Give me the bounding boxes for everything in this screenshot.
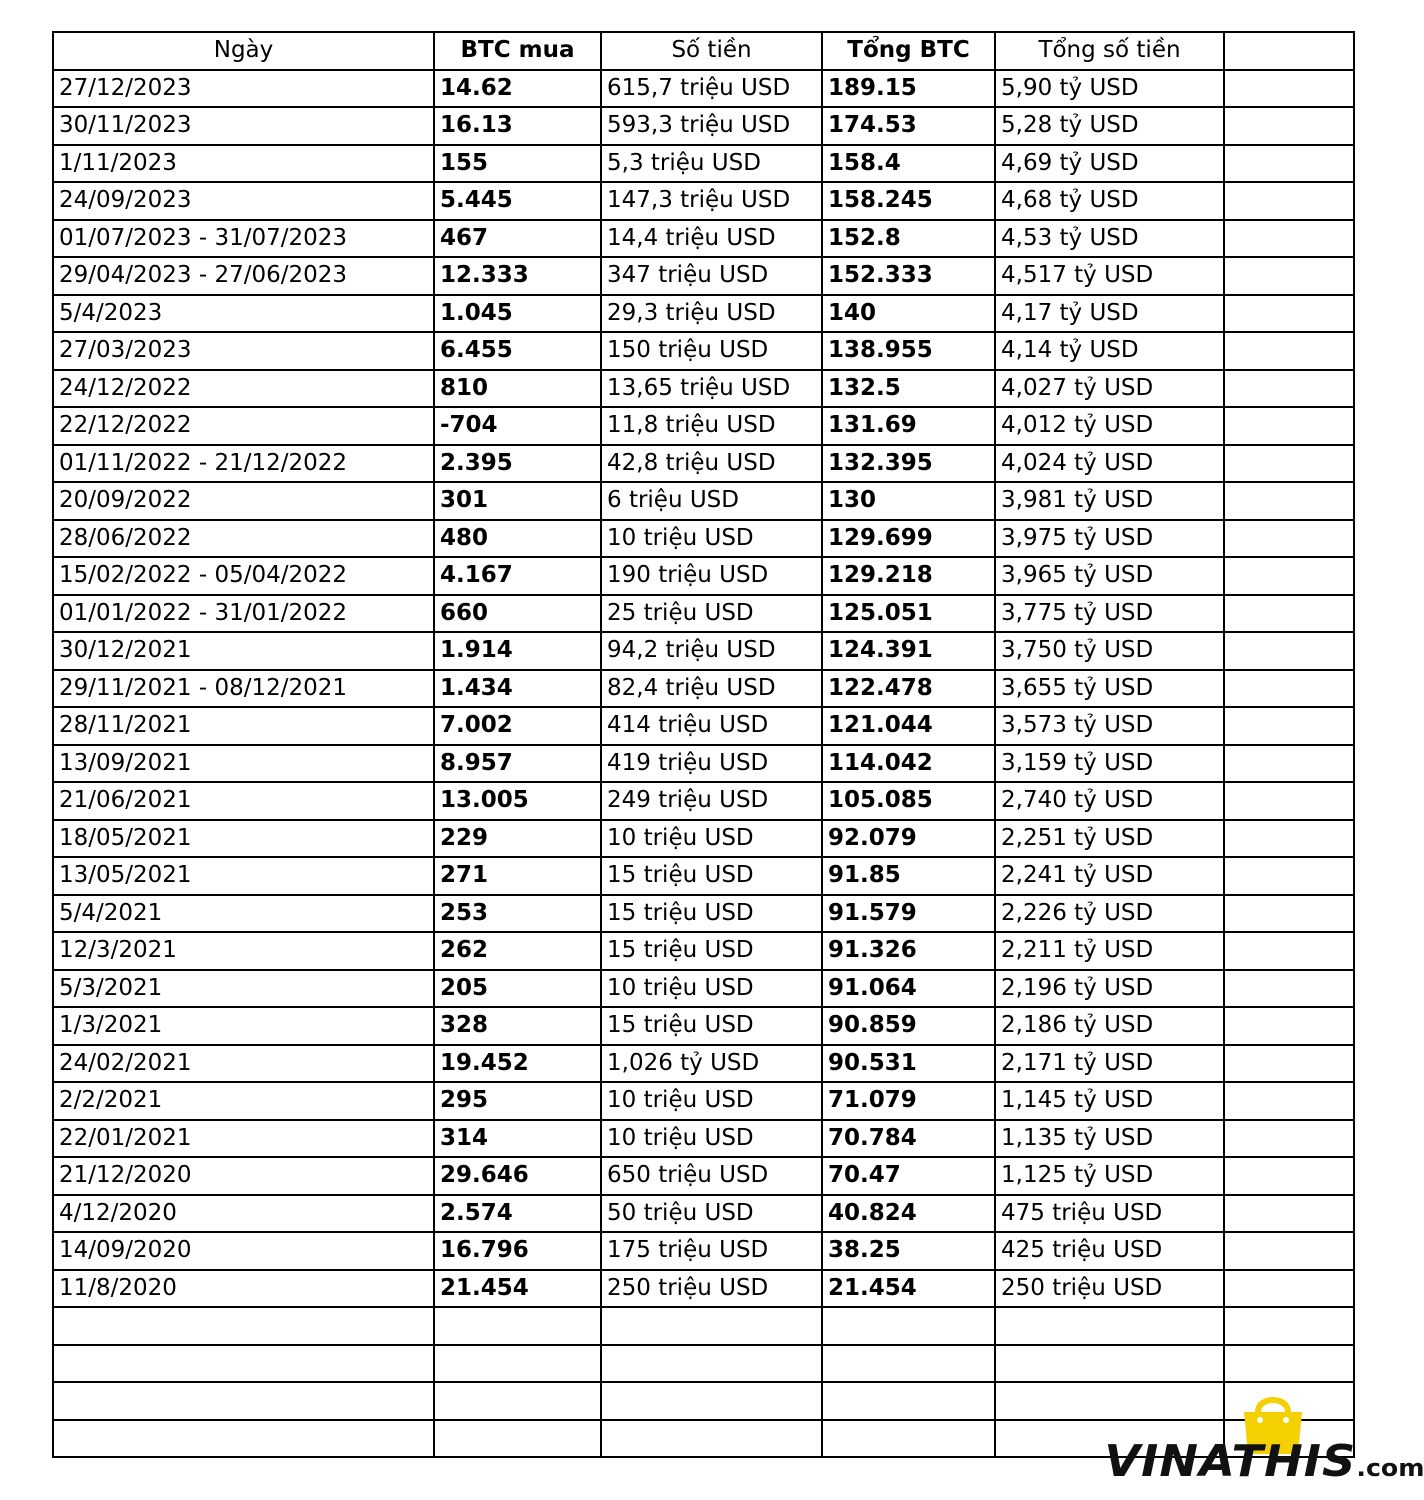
table-row (53, 820, 1354, 858)
empty-cell (53, 1307, 434, 1345)
cell-total-btc: 132.395 (822, 445, 995, 483)
cell-btc-bought: 19.452 (434, 1045, 601, 1083)
table-row (53, 1120, 1354, 1158)
cell-total-btc: 71.079 (822, 1082, 995, 1120)
cell-date: 01/07/2023 - 31/07/2023 (53, 220, 434, 258)
cell-total-amount: 4,17 tỷ USD (995, 295, 1224, 333)
cell-total-amount: 2,740 tỷ USD (995, 782, 1224, 820)
cell-amount: 50 triệu USD (601, 1195, 822, 1233)
cell-date: 24/12/2022 (53, 370, 434, 408)
table-row (53, 220, 1354, 258)
header-total-amount: Tổng số tiền (995, 32, 1224, 70)
cell-btc-bought: 8.957 (434, 745, 601, 783)
header-amount: Số tiền (601, 32, 822, 70)
cell-date: 01/01/2022 - 31/01/2022 (53, 595, 434, 633)
cell-total-amount: 2,171 tỷ USD (995, 1045, 1224, 1083)
cell-amount: 14,4 triệu USD (601, 220, 822, 258)
table-row (53, 145, 1354, 183)
cell-btc-bought: 7.002 (434, 707, 601, 745)
cell-extra (1224, 820, 1354, 858)
cell-extra (1224, 707, 1354, 745)
cell-btc-bought: 1.434 (434, 670, 601, 708)
cell-date: 30/12/2021 (53, 632, 434, 670)
table-row (53, 1195, 1354, 1233)
cell-date: 1/11/2023 (53, 145, 434, 183)
cell-date: 5/4/2021 (53, 895, 434, 933)
cell-btc-bought: 480 (434, 520, 601, 558)
table-row (53, 895, 1354, 933)
cell-total-btc: 124.391 (822, 632, 995, 670)
cell-btc-bought: 229 (434, 820, 601, 858)
cell-date: 28/11/2021 (53, 707, 434, 745)
cell-amount: 42,8 triệu USD (601, 445, 822, 483)
empty-cell (53, 1382, 434, 1420)
cell-btc-bought: 810 (434, 370, 601, 408)
cell-btc-bought: 21.454 (434, 1270, 601, 1308)
cell-total-btc: 91.064 (822, 970, 995, 1008)
cell-date: 18/05/2021 (53, 820, 434, 858)
cell-amount: 249 triệu USD (601, 782, 822, 820)
cell-amount: 615,7 triệu USD (601, 70, 822, 108)
empty-cell (601, 1345, 822, 1383)
cell-extra (1224, 970, 1354, 1008)
cell-date: 4/12/2020 (53, 1195, 434, 1233)
table-row (53, 1270, 1354, 1308)
cell-btc-bought: 301 (434, 482, 601, 520)
cell-amount: 10 triệu USD (601, 820, 822, 858)
header-btc-bought: BTC mua (434, 32, 601, 70)
cell-total-btc: 158.4 (822, 145, 995, 183)
cell-extra (1224, 145, 1354, 183)
empty-cell (1224, 1307, 1354, 1345)
cell-total-amount: 3,573 tỷ USD (995, 707, 1224, 745)
cell-date: 29/11/2021 - 08/12/2021 (53, 670, 434, 708)
cell-btc-bought: 314 (434, 1120, 601, 1158)
header-total-btc: Tổng BTC (822, 32, 995, 70)
cell-total-amount: 3,965 tỷ USD (995, 557, 1224, 595)
cell-total-amount: 425 triệu USD (995, 1232, 1224, 1270)
cell-date: 24/09/2023 (53, 182, 434, 220)
cell-total-btc: 91.326 (822, 932, 995, 970)
cell-extra (1224, 745, 1354, 783)
table-row (53, 1045, 1354, 1083)
cell-amount: 94,2 triệu USD (601, 632, 822, 670)
cell-amount: 15 triệu USD (601, 1007, 822, 1045)
empty-cell (822, 1307, 995, 1345)
cell-amount: 419 triệu USD (601, 745, 822, 783)
cell-date: 24/02/2021 (53, 1045, 434, 1083)
cell-extra (1224, 857, 1354, 895)
btc-purchase-table (52, 31, 1355, 1458)
cell-date: 21/12/2020 (53, 1157, 434, 1195)
cell-amount: 175 triệu USD (601, 1232, 822, 1270)
table-row (53, 557, 1354, 595)
empty-cell (822, 1382, 995, 1420)
cell-total-btc: 121.044 (822, 707, 995, 745)
cell-amount: 11,8 triệu USD (601, 407, 822, 445)
cell-total-btc: 38.25 (822, 1232, 995, 1270)
cell-extra (1224, 932, 1354, 970)
table-row (53, 182, 1354, 220)
cell-total-btc: 129.699 (822, 520, 995, 558)
cell-total-amount: 250 triệu USD (995, 1270, 1224, 1308)
cell-total-btc: 131.69 (822, 407, 995, 445)
cell-btc-bought: 660 (434, 595, 601, 633)
table-row (53, 932, 1354, 970)
cell-amount: 10 triệu USD (601, 1120, 822, 1158)
cell-total-btc: 140 (822, 295, 995, 333)
cell-extra (1224, 1120, 1354, 1158)
cell-date: 22/01/2021 (53, 1120, 434, 1158)
table-row (53, 782, 1354, 820)
table-row (53, 407, 1354, 445)
cell-extra (1224, 257, 1354, 295)
cell-extra (1224, 895, 1354, 933)
cell-date: 15/02/2022 - 05/04/2022 (53, 557, 434, 595)
cell-amount: 10 triệu USD (601, 970, 822, 1008)
table-row (53, 445, 1354, 483)
table-row (53, 1007, 1354, 1045)
empty-cell (1224, 1345, 1354, 1383)
cell-amount: 190 triệu USD (601, 557, 822, 595)
empty-cell (434, 1420, 601, 1458)
cell-btc-bought: 1.914 (434, 632, 601, 670)
cell-total-amount: 5,90 tỷ USD (995, 70, 1224, 108)
cell-date: 30/11/2023 (53, 107, 434, 145)
cell-btc-bought: 1.045 (434, 295, 601, 333)
cell-date: 2/2/2021 (53, 1082, 434, 1120)
cell-total-amount: 1,145 tỷ USD (995, 1082, 1224, 1120)
cell-amount: 250 triệu USD (601, 1270, 822, 1308)
logo-brand: VINATHIS (1104, 1436, 1357, 1487)
table-row (53, 632, 1354, 670)
cell-date: 11/8/2020 (53, 1270, 434, 1308)
cell-amount: 15 triệu USD (601, 857, 822, 895)
cell-total-btc: 189.15 (822, 70, 995, 108)
cell-extra (1224, 1007, 1354, 1045)
cell-btc-bought: 13.005 (434, 782, 601, 820)
cell-total-amount: 3,159 tỷ USD (995, 745, 1224, 783)
cell-total-amount: 1,135 tỷ USD (995, 1120, 1224, 1158)
cell-extra (1224, 670, 1354, 708)
cell-btc-bought: 5.445 (434, 182, 601, 220)
cell-total-amount: 4,012 tỷ USD (995, 407, 1224, 445)
empty-cell (434, 1307, 601, 1345)
cell-btc-bought: 12.333 (434, 257, 601, 295)
cell-total-amount: 4,68 tỷ USD (995, 182, 1224, 220)
cell-total-amount: 4,517 tỷ USD (995, 257, 1224, 295)
cell-extra (1224, 407, 1354, 445)
empty-row (53, 1307, 1354, 1345)
table-row (53, 295, 1354, 333)
cell-date: 13/09/2021 (53, 745, 434, 783)
cell-amount: 650 triệu USD (601, 1157, 822, 1195)
table-row (53, 70, 1354, 108)
cell-extra (1224, 370, 1354, 408)
cell-total-amount: 2,226 tỷ USD (995, 895, 1224, 933)
cell-amount: 25 triệu USD (601, 595, 822, 633)
cell-total-btc: 132.5 (822, 370, 995, 408)
table-row (53, 595, 1354, 633)
vinathis-logo (1104, 1392, 1424, 1492)
cell-date: 1/3/2021 (53, 1007, 434, 1045)
cell-extra (1224, 782, 1354, 820)
cell-extra (1224, 595, 1354, 633)
table-row (53, 970, 1354, 1008)
table-row (53, 857, 1354, 895)
cell-btc-bought: 16.13 (434, 107, 601, 145)
cell-date: 13/05/2021 (53, 857, 434, 895)
cell-btc-bought: 205 (434, 970, 601, 1008)
cell-extra (1224, 482, 1354, 520)
empty-cell (995, 1307, 1224, 1345)
cell-extra (1224, 70, 1354, 108)
cell-btc-bought: 271 (434, 857, 601, 895)
cell-btc-bought: 4.167 (434, 557, 601, 595)
empty-cell (434, 1382, 601, 1420)
cell-amount: 29,3 triệu USD (601, 295, 822, 333)
logo-domain: .com (1356, 1454, 1424, 1482)
cell-total-amount: 3,655 tỷ USD (995, 670, 1224, 708)
cell-btc-bought: 16.796 (434, 1232, 601, 1270)
cell-amount: 10 triệu USD (601, 520, 822, 558)
cell-extra (1224, 1157, 1354, 1195)
cell-total-amount: 3,981 tỷ USD (995, 482, 1224, 520)
cell-total-amount: 3,775 tỷ USD (995, 595, 1224, 633)
cell-extra (1224, 1195, 1354, 1233)
header-extra (1224, 32, 1354, 70)
cell-total-amount: 4,53 tỷ USD (995, 220, 1224, 258)
cell-total-amount: 4,024 tỷ USD (995, 445, 1224, 483)
table-row (53, 1082, 1354, 1120)
cell-total-btc: 91.85 (822, 857, 995, 895)
table-row (53, 670, 1354, 708)
cell-amount: 1,026 tỷ USD (601, 1045, 822, 1083)
table-row (53, 1157, 1354, 1195)
cell-total-btc: 138.955 (822, 332, 995, 370)
empty-cell (601, 1307, 822, 1345)
cell-date: 12/3/2021 (53, 932, 434, 970)
cell-date: 20/09/2022 (53, 482, 434, 520)
cell-extra (1224, 1232, 1354, 1270)
cell-amount: 5,3 triệu USD (601, 145, 822, 183)
cell-date: 29/04/2023 - 27/06/2023 (53, 257, 434, 295)
cell-amount: 347 triệu USD (601, 257, 822, 295)
cell-total-btc: 158.245 (822, 182, 995, 220)
cell-extra (1224, 182, 1354, 220)
cell-total-btc: 114.042 (822, 745, 995, 783)
cell-date: 28/06/2022 (53, 520, 434, 558)
cell-extra (1224, 1082, 1354, 1120)
cell-total-amount: 2,241 tỷ USD (995, 857, 1224, 895)
cell-date: 21/06/2021 (53, 782, 434, 820)
cell-total-amount: 4,027 tỷ USD (995, 370, 1224, 408)
cell-amount: 593,3 triệu USD (601, 107, 822, 145)
cell-amount: 10 triệu USD (601, 1082, 822, 1120)
cell-total-amount: 2,186 tỷ USD (995, 1007, 1224, 1045)
cell-amount: 150 triệu USD (601, 332, 822, 370)
logo-wordmark (1104, 1436, 1424, 1487)
cell-amount: 147,3 triệu USD (601, 182, 822, 220)
empty-cell (601, 1420, 822, 1458)
cell-total-amount: 2,196 tỷ USD (995, 970, 1224, 1008)
cell-total-btc: 92.079 (822, 820, 995, 858)
cell-total-btc: 129.218 (822, 557, 995, 595)
cell-amount: 414 triệu USD (601, 707, 822, 745)
empty-cell (822, 1345, 995, 1383)
cell-total-btc: 21.454 (822, 1270, 995, 1308)
cell-btc-bought: 155 (434, 145, 601, 183)
table-row (53, 1232, 1354, 1270)
cell-btc-bought: 253 (434, 895, 601, 933)
cell-total-amount: 2,211 tỷ USD (995, 932, 1224, 970)
cell-extra (1224, 445, 1354, 483)
cell-extra (1224, 1045, 1354, 1083)
cell-total-btc: 152.333 (822, 257, 995, 295)
cell-btc-bought: 295 (434, 1082, 601, 1120)
cell-total-btc: 122.478 (822, 670, 995, 708)
cell-date: 5/4/2023 (53, 295, 434, 333)
cell-total-amount: 5,28 tỷ USD (995, 107, 1224, 145)
cell-total-btc: 70.784 (822, 1120, 995, 1158)
header-date: Ngày (53, 32, 434, 70)
cell-amount: 82,4 triệu USD (601, 670, 822, 708)
cell-date: 22/12/2022 (53, 407, 434, 445)
cell-total-btc: 130 (822, 482, 995, 520)
cell-extra (1224, 220, 1354, 258)
cell-total-amount: 3,975 tỷ USD (995, 520, 1224, 558)
cell-total-amount: 4,69 tỷ USD (995, 145, 1224, 183)
cell-total-btc: 152.8 (822, 220, 995, 258)
table-row (53, 107, 1354, 145)
table-row (53, 520, 1354, 558)
empty-cell (53, 1345, 434, 1383)
cell-total-btc: 125.051 (822, 595, 995, 633)
cell-total-btc: 90.531 (822, 1045, 995, 1083)
cell-total-btc: 174.53 (822, 107, 995, 145)
table-row (53, 370, 1354, 408)
cell-extra (1224, 107, 1354, 145)
table-row (53, 707, 1354, 745)
cell-amount: 6 triệu USD (601, 482, 822, 520)
empty-cell (601, 1382, 822, 1420)
cell-date: 14/09/2020 (53, 1232, 434, 1270)
table-row (53, 257, 1354, 295)
cell-btc-bought: 29.646 (434, 1157, 601, 1195)
header-row (53, 32, 1354, 70)
cell-extra (1224, 520, 1354, 558)
cell-btc-bought: 328 (434, 1007, 601, 1045)
table-row (53, 332, 1354, 370)
cell-extra (1224, 1270, 1354, 1308)
cell-total-amount: 3,750 tỷ USD (995, 632, 1224, 670)
cell-extra (1224, 295, 1354, 333)
cell-total-amount: 2,251 tỷ USD (995, 820, 1224, 858)
table-body (53, 70, 1354, 1458)
empty-cell (995, 1345, 1224, 1383)
table-row (53, 482, 1354, 520)
cell-date: 27/03/2023 (53, 332, 434, 370)
cell-btc-bought: -704 (434, 407, 601, 445)
cell-total-btc: 91.579 (822, 895, 995, 933)
empty-cell (822, 1420, 995, 1458)
cell-btc-bought: 2.574 (434, 1195, 601, 1233)
cell-amount: 15 triệu USD (601, 895, 822, 933)
cell-amount: 13,65 triệu USD (601, 370, 822, 408)
cell-total-btc: 70.47 (822, 1157, 995, 1195)
table-row (53, 745, 1354, 783)
cell-amount: 15 triệu USD (601, 932, 822, 970)
cell-btc-bought: 262 (434, 932, 601, 970)
cell-extra (1224, 332, 1354, 370)
cell-extra (1224, 557, 1354, 595)
cell-date: 01/11/2022 - 21/12/2022 (53, 445, 434, 483)
cell-extra (1224, 632, 1354, 670)
cell-total-amount: 1,125 tỷ USD (995, 1157, 1224, 1195)
empty-cell (434, 1345, 601, 1383)
cell-total-btc: 90.859 (822, 1007, 995, 1045)
cell-date: 27/12/2023 (53, 70, 434, 108)
cell-btc-bought: 6.455 (434, 332, 601, 370)
empty-row (53, 1345, 1354, 1383)
cell-btc-bought: 2.395 (434, 445, 601, 483)
cell-total-amount: 475 triệu USD (995, 1195, 1224, 1233)
cell-total-amount: 4,14 tỷ USD (995, 332, 1224, 370)
cell-date: 5/3/2021 (53, 970, 434, 1008)
cell-btc-bought: 14.62 (434, 70, 601, 108)
cell-total-btc: 40.824 (822, 1195, 995, 1233)
cell-total-btc: 105.085 (822, 782, 995, 820)
empty-cell (53, 1420, 434, 1458)
cell-btc-bought: 467 (434, 220, 601, 258)
